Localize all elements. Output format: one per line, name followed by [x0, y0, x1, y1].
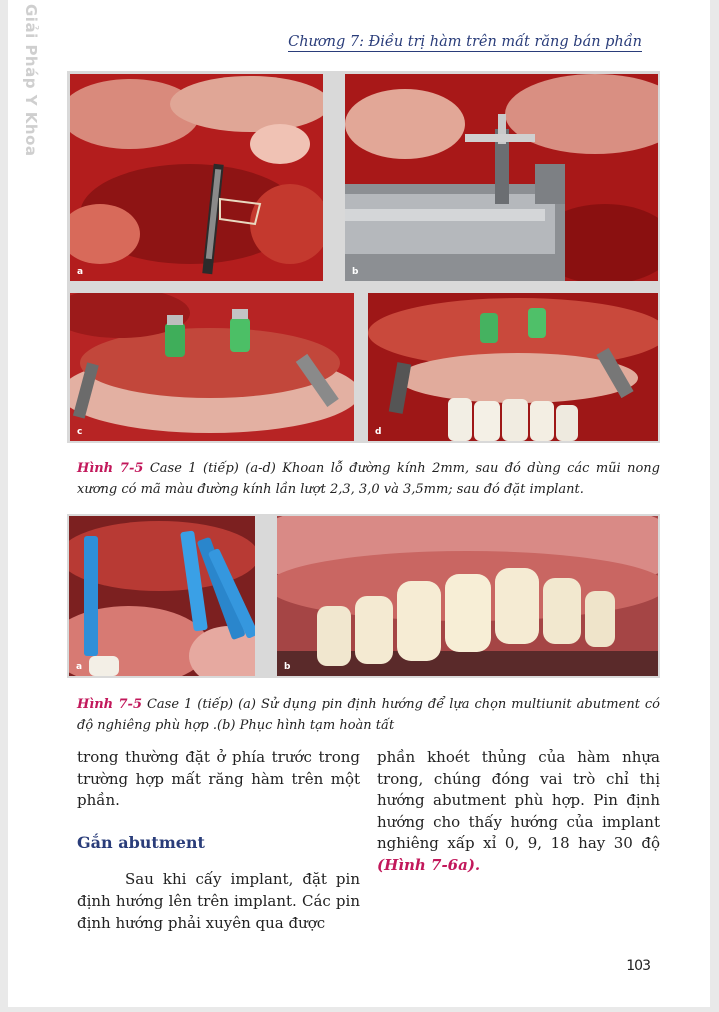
figure-1-panel-c	[70, 293, 354, 441]
clinical-photo-a	[69, 516, 255, 676]
chapter-title: Chương 7: Điều trị hàm trên mất răng bán phần	[288, 34, 642, 50]
figure-1-panel-b	[345, 74, 658, 281]
section-heading: Gắn abutment	[77, 832, 205, 852]
body-column-right	[377, 747, 660, 877]
right-paragraph-figure-ref: (Hình 7-6a).	[377, 855, 481, 874]
left-paragraph-1: trong thường đặt ở phía trước trong trường hợp mất răng hàm trên một phần.	[77, 748, 360, 810]
panel-label-b-2: b	[284, 662, 291, 672]
figure-1-caption-text: Case 1 (tiếp) (a-d) Khoan lỗ đường kính 2mm, sau đó dùng các mũi nong xương có mã màu đường kính lần lượt 2,3, 3,0 và 3,5mm; sau đó đặt implant.	[77, 461, 660, 497]
surgical-photo-a	[70, 74, 323, 281]
surgical-photo-b	[345, 74, 658, 281]
figure-2-caption-text: Case 1 (tiếp) (a) Sử dụng pin định hướng để lựa chọn multiunit abutment có độ nghiêng phù hợp .(b) Phục hình tạm hoàn tất	[77, 697, 661, 733]
right-paragraph-text: phần khoét thủng của hàm nhựa trong, chúng đóng vai trò chỉ thị hướng abutment phù hợp. Pin định hướng cho thấy hướng của implant nghiêng xấp xỉ 0, 9, 18 hay 30 độ	[377, 748, 660, 853]
figure-1-panel-d	[368, 293, 658, 441]
figure-1-caption-ref: Hình 7-5	[77, 461, 144, 476]
figure-2-caption	[77, 694, 660, 736]
panel-label-d: d	[375, 427, 382, 437]
figure-2	[67, 514, 660, 678]
page	[8, 0, 710, 1007]
clinical-photo-b	[277, 516, 658, 676]
figure-2-panel-b	[277, 516, 658, 676]
panel-label-c: c	[77, 427, 83, 437]
surgical-photo-d	[368, 293, 658, 441]
panel-label-a: a	[77, 267, 84, 277]
figure-1-caption	[77, 458, 660, 500]
figure-2-panel-a	[69, 516, 255, 676]
figure-1-panel-a	[70, 74, 323, 281]
left-paragraph-2: Sau khi cấy implant, đặt pin định hướng lên trên implant. Các pin định hướng phải xuyên qua được	[77, 870, 360, 932]
panel-label-b: b	[352, 267, 359, 277]
figure-2-caption-ref: Hình 7-5	[77, 697, 142, 712]
body-column-left	[77, 747, 360, 934]
right-paragraph	[377, 747, 660, 877]
surgical-photo-c	[70, 293, 354, 441]
figure-1	[67, 71, 660, 443]
page-number: 103	[626, 958, 650, 974]
panel-label-a-2: a	[76, 662, 83, 672]
side-watermark-label: Giải Pháp Y Khoa	[22, 4, 40, 157]
